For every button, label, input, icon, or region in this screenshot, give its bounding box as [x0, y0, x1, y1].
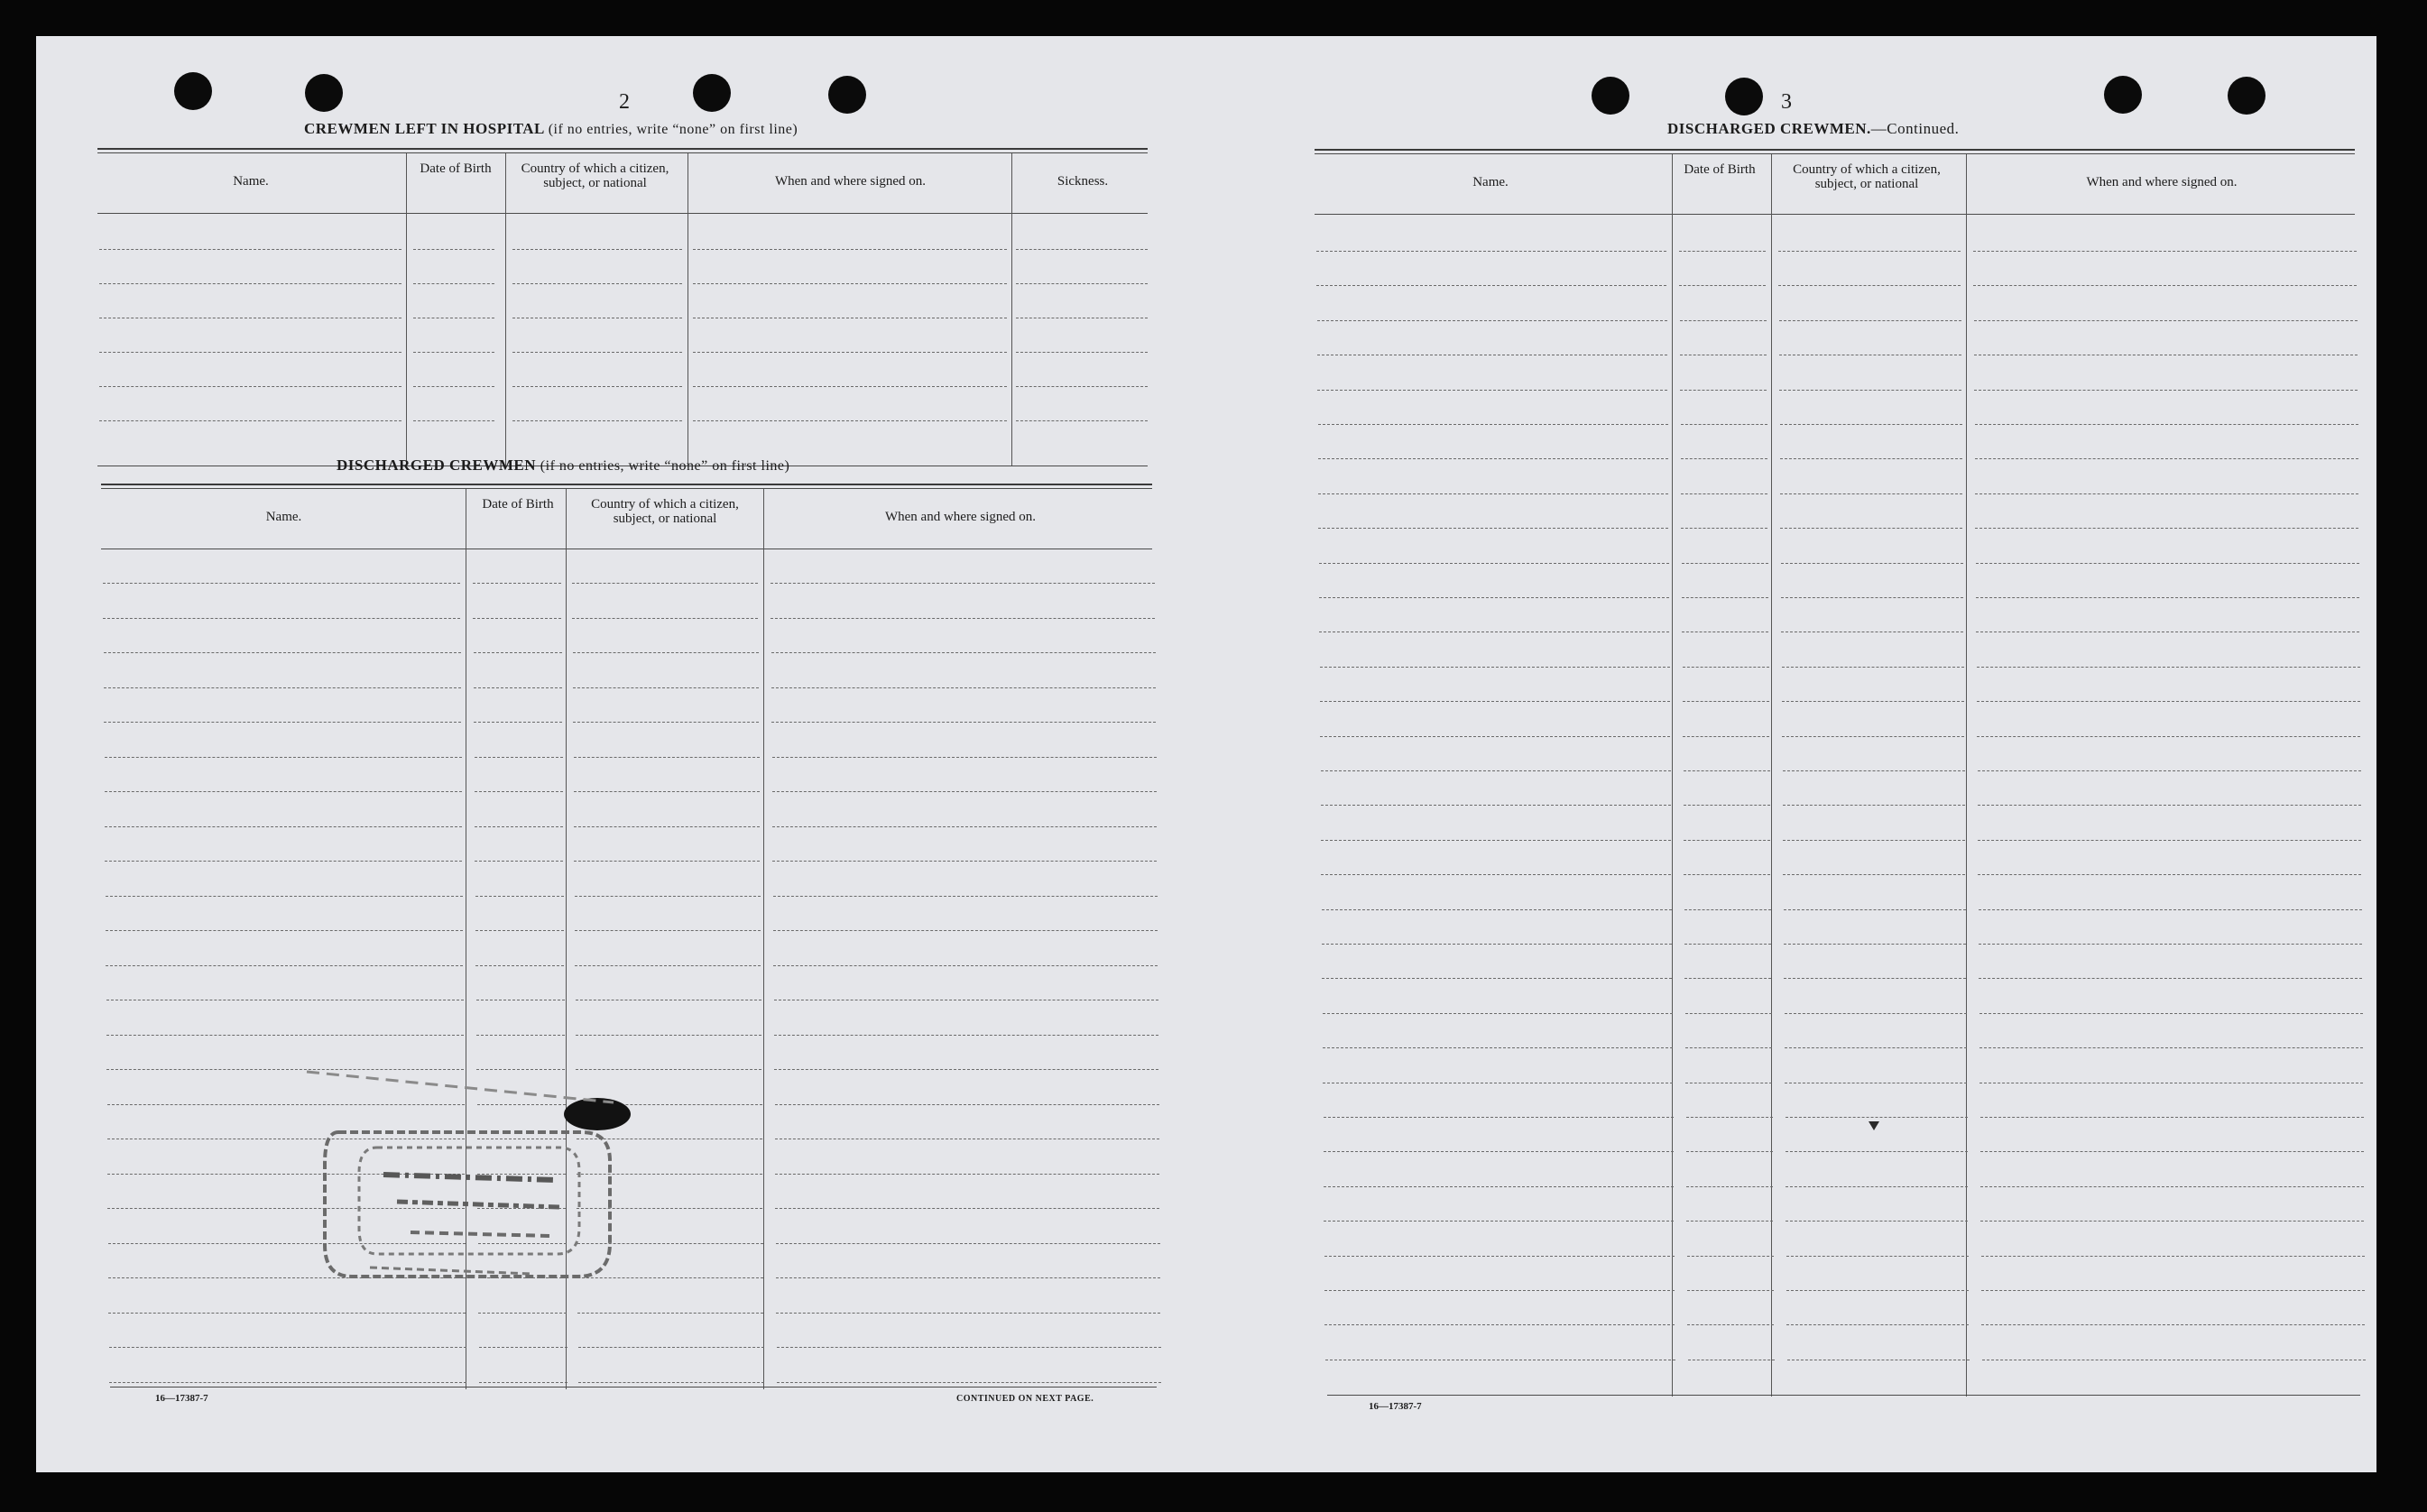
entry-line	[1977, 667, 2360, 668]
entry-line	[474, 722, 562, 723]
entry-line	[1320, 701, 1670, 702]
entry-line	[105, 791, 462, 792]
column-header-when-where: When and where signed on.	[2086, 175, 2238, 189]
entry-line	[1780, 458, 1962, 459]
page-number: 3	[1781, 90, 1792, 114]
entry-line	[1785, 1013, 1967, 1014]
column-header-name: Name.	[1472, 175, 1509, 189]
entry-line	[475, 930, 564, 931]
entry-line	[475, 896, 564, 897]
entry-line	[99, 386, 401, 387]
entry-line	[413, 352, 494, 353]
entry-line	[1316, 285, 1666, 286]
entry-line	[479, 1382, 568, 1383]
entry-line	[478, 1313, 567, 1314]
entry-line	[776, 1243, 1160, 1244]
entry-line	[574, 826, 760, 827]
entry-line	[1687, 1256, 1774, 1257]
entry-line	[771, 652, 1156, 653]
entry-line	[103, 618, 460, 619]
entry-line	[479, 1347, 568, 1348]
entry-line	[1686, 1117, 1773, 1118]
entry-line	[1681, 528, 1767, 529]
entry-line	[473, 618, 561, 619]
entry-line	[1686, 1151, 1773, 1152]
table-top-rule	[97, 152, 1148, 153]
entry-line	[1685, 1047, 1772, 1048]
entry-line	[1324, 1221, 1674, 1222]
entry-line	[1319, 563, 1669, 564]
entry-line	[772, 861, 1157, 862]
entry-line	[1686, 1186, 1773, 1187]
entry-line	[1318, 424, 1668, 425]
entry-line	[1318, 528, 1668, 529]
table-top-rule	[97, 148, 1148, 150]
column-divider	[687, 153, 688, 466]
entry-line	[1979, 978, 2362, 979]
entry-line	[1682, 597, 1768, 598]
entry-line	[1786, 1256, 1969, 1257]
entry-line	[1016, 283, 1148, 284]
entry-line	[1786, 1324, 1969, 1325]
section-instruction: (if no entries, write “none” on first line)	[548, 122, 798, 137]
entry-line	[1778, 285, 1961, 286]
section-instruction: (if no entries, write “none” on first line)	[540, 458, 790, 474]
entry-line	[1323, 1047, 1673, 1048]
entry-line	[1778, 251, 1961, 252]
entry-line	[106, 930, 463, 931]
table-bottom-rule	[110, 1387, 1157, 1388]
entry-line	[772, 791, 1157, 792]
entry-line	[574, 861, 760, 862]
entry-line	[577, 1313, 763, 1314]
entry-line	[1981, 1324, 2365, 1325]
entry-line	[1973, 251, 2357, 252]
entry-line	[1317, 390, 1667, 391]
entry-line	[1981, 1290, 2365, 1291]
entry-line	[1784, 909, 1966, 910]
entry-line	[1322, 909, 1672, 910]
discharged-section-title	[337, 456, 789, 475]
entry-line	[512, 386, 682, 387]
entry-line	[1684, 978, 1771, 979]
entry-line	[1979, 1013, 2363, 1014]
right-page	[1206, 36, 2376, 1472]
entry-line	[99, 283, 401, 284]
entry-line	[1979, 944, 2362, 945]
entry-line	[1316, 251, 1666, 252]
entry-line	[1684, 944, 1771, 945]
entry-line	[1684, 805, 1770, 806]
entry-line	[1973, 285, 2357, 286]
table-bottom-rule	[1327, 1395, 2360, 1396]
entry-line	[1786, 1186, 1968, 1187]
entry-line	[775, 1104, 1159, 1105]
entry-line	[1683, 667, 1769, 668]
column-divider	[505, 153, 506, 466]
entry-line	[1779, 390, 1961, 391]
page-number: 2	[619, 90, 630, 114]
entry-line	[475, 861, 563, 862]
entry-line	[512, 352, 682, 353]
entry-line	[574, 757, 760, 758]
entry-line	[1681, 458, 1767, 459]
hospital-section-title	[304, 120, 798, 138]
punch-hole	[1725, 78, 1763, 115]
entry-line	[105, 757, 462, 758]
entry-line	[475, 965, 564, 966]
entry-line	[1782, 701, 1964, 702]
entry-line	[99, 249, 401, 250]
entry-line	[1979, 909, 2362, 910]
entry-line	[103, 583, 460, 584]
entry-line	[573, 722, 759, 723]
entry-line	[105, 861, 462, 862]
entry-line	[1782, 736, 1964, 737]
entry-line	[1981, 1256, 2365, 1257]
entry-line	[1321, 770, 1671, 771]
entry-line	[1980, 1151, 2364, 1152]
punch-hole	[174, 72, 212, 110]
entry-line	[1320, 736, 1670, 737]
entry-line	[774, 1035, 1158, 1036]
column-divider	[406, 153, 407, 466]
entry-line	[475, 791, 563, 792]
column-divider	[1966, 154, 1967, 1397]
entry-line	[1786, 1290, 1969, 1291]
entry-line	[575, 930, 761, 931]
entry-line	[1976, 597, 2359, 598]
entry-line	[1685, 1013, 1772, 1014]
entry-line	[1016, 352, 1148, 353]
entry-line	[574, 791, 760, 792]
entry-line	[1686, 1221, 1773, 1222]
punch-hole	[305, 74, 343, 112]
entry-line	[106, 1035, 464, 1036]
entry-line	[578, 1347, 764, 1348]
entry-line	[777, 1382, 1161, 1383]
entry-line	[512, 283, 682, 284]
entry-line	[573, 652, 759, 653]
entry-line	[1324, 1290, 1675, 1291]
entry-line	[476, 1035, 565, 1036]
entry-line	[413, 249, 494, 250]
column-divider	[1771, 154, 1772, 1397]
table-top-rule	[101, 484, 1152, 485]
column-divider	[763, 489, 764, 1389]
left-page	[36, 36, 1206, 1472]
entry-line	[1680, 320, 1767, 321]
punch-hole	[2228, 77, 2266, 115]
entry-line	[512, 420, 682, 421]
entry-line	[1975, 424, 2358, 425]
punch-hole	[2104, 76, 2142, 114]
entry-line	[1324, 1186, 1674, 1187]
entry-line	[1687, 1290, 1774, 1291]
entry-line	[575, 965, 761, 966]
entry-line	[105, 826, 462, 827]
entry-line	[1683, 701, 1769, 702]
entry-line	[773, 930, 1158, 931]
entry-line	[774, 1069, 1158, 1070]
entry-line	[1781, 563, 1963, 564]
entry-line	[1781, 597, 1963, 598]
column-divider	[1011, 153, 1012, 466]
entry-line	[777, 1347, 1161, 1348]
entry-line	[776, 1313, 1160, 1314]
entry-line	[474, 652, 562, 653]
punch-hole	[1592, 77, 1629, 115]
entry-line	[573, 687, 759, 688]
entry-line	[1780, 528, 1962, 529]
entry-line	[773, 896, 1158, 897]
entry-line	[1979, 1047, 2363, 1048]
entry-line	[1978, 874, 2361, 875]
entry-line	[693, 386, 1007, 387]
entry-line	[109, 1347, 466, 1348]
faded-stamp	[289, 1065, 686, 1308]
entry-line	[1976, 563, 2359, 564]
header-bottom-rule	[97, 213, 1148, 214]
entry-line	[1783, 770, 1965, 771]
entry-line	[1321, 840, 1671, 841]
entry-line	[693, 352, 1007, 353]
entry-line	[771, 583, 1155, 584]
entry-line	[576, 1035, 761, 1036]
entry-line	[771, 618, 1155, 619]
entry-line	[104, 687, 461, 688]
column-header-country: Country of which a citizen, subject, or national	[1793, 162, 1941, 191]
entry-line	[1786, 1151, 1968, 1152]
discharged-continued-title	[1667, 120, 1959, 138]
entry-line	[1980, 1186, 2364, 1187]
entry-line	[1324, 1324, 1675, 1325]
entry-line	[1684, 909, 1771, 910]
entry-line	[773, 965, 1158, 966]
section-title-text: DISCHARGED CREWMEN	[337, 456, 537, 474]
entry-line	[1324, 1256, 1675, 1257]
entry-line	[572, 583, 758, 584]
entry-line	[1322, 944, 1672, 945]
table-top-rule	[1315, 153, 2355, 154]
entry-line	[771, 722, 1156, 723]
entry-line	[1681, 424, 1767, 425]
entry-line	[473, 583, 561, 584]
entry-line	[1680, 390, 1767, 391]
entry-line	[1785, 1047, 1967, 1048]
column-header-date-of-birth: Date of Birth	[482, 497, 554, 512]
entry-line	[1784, 978, 1966, 979]
entry-line	[776, 1277, 1160, 1278]
entry-line	[1016, 249, 1148, 250]
entry-line	[1679, 285, 1766, 286]
entry-line	[1320, 667, 1670, 668]
entry-line	[1975, 458, 2358, 459]
entry-line	[693, 420, 1007, 421]
ink-mark	[1867, 1119, 1881, 1133]
entry-line	[1974, 390, 2358, 391]
entry-line	[1322, 978, 1672, 979]
entry-line	[474, 687, 562, 688]
entry-line	[1783, 805, 1965, 806]
entry-line	[109, 1382, 466, 1383]
entry-line	[578, 1382, 764, 1383]
entry-line	[1684, 770, 1770, 771]
column-header-when-where: When and where signed on.	[774, 174, 927, 189]
section-title-text: DISCHARGED CREWMEN.	[1667, 120, 1871, 137]
entry-line	[1780, 493, 1962, 494]
entry-line	[1318, 493, 1668, 494]
entry-line	[775, 1174, 1159, 1175]
entry-line	[1783, 874, 1965, 875]
entry-line	[99, 420, 401, 421]
section-title-text: CREWMEN LEFT IN HOSPITAL	[304, 120, 544, 137]
entry-line	[1786, 1117, 1968, 1118]
entry-line	[1016, 386, 1148, 387]
entry-line	[1780, 424, 1962, 425]
entry-line	[413, 420, 494, 421]
column-header-when-where: When and where signed on.	[884, 510, 1037, 524]
entry-line	[104, 652, 461, 653]
entry-line	[1779, 320, 1961, 321]
form-number: 16—17387-7	[155, 1393, 208, 1404]
entry-line	[1317, 320, 1667, 321]
table-top-rule	[1315, 149, 2355, 151]
entry-line	[1974, 320, 2358, 321]
continued-label: —Continued.	[1870, 120, 1960, 137]
entry-line	[775, 1208, 1159, 1209]
entry-line	[1975, 528, 2358, 529]
entry-line	[1975, 493, 2358, 494]
entry-line	[1321, 805, 1671, 806]
table-top-rule	[101, 488, 1152, 489]
column-header-name: Name.	[265, 510, 302, 524]
entry-line	[413, 283, 494, 284]
entry-line	[1683, 736, 1769, 737]
scanned-document	[36, 36, 2376, 1472]
column-header-date-of-birth: Date of Birth	[1684, 162, 1756, 177]
entry-line	[1016, 420, 1148, 421]
entry-line	[1687, 1324, 1774, 1325]
entry-line	[1784, 944, 1966, 945]
entry-line	[104, 722, 461, 723]
entry-line	[1978, 840, 2361, 841]
entry-line	[1978, 770, 2361, 771]
entry-line	[1679, 251, 1766, 252]
entry-line	[1319, 597, 1669, 598]
entry-line	[99, 352, 401, 353]
entry-line	[771, 687, 1156, 688]
entry-line	[108, 1313, 466, 1314]
continued-note: CONTINUED ON NEXT PAGE.	[956, 1394, 1094, 1404]
entry-line	[1786, 1221, 1968, 1222]
entry-line	[1782, 667, 1964, 668]
entry-line	[475, 826, 563, 827]
entry-line	[575, 896, 761, 897]
entry-line	[1321, 874, 1671, 875]
entry-line	[1681, 493, 1767, 494]
entry-line	[475, 757, 563, 758]
entry-line	[1977, 736, 2360, 737]
column-header-date-of-birth: Date of Birth	[420, 161, 492, 176]
entry-line	[1783, 840, 1965, 841]
entry-line	[572, 618, 758, 619]
column-divider	[1672, 154, 1673, 1397]
entry-line	[106, 896, 463, 897]
column-header-sickness: Sickness.	[1057, 174, 1109, 189]
entry-line	[1684, 840, 1770, 841]
entry-line	[693, 249, 1007, 250]
punch-hole	[828, 76, 866, 114]
entry-line	[772, 757, 1157, 758]
entry-line	[1318, 458, 1668, 459]
header-bottom-rule	[1315, 214, 2355, 215]
entry-line	[1684, 874, 1770, 875]
entry-line	[1978, 805, 2361, 806]
entry-line	[1682, 563, 1768, 564]
entry-line	[512, 249, 682, 250]
entry-line	[106, 965, 463, 966]
column-header-country: Country of which a citizen, subject, or national	[591, 497, 739, 526]
entry-line	[1324, 1117, 1674, 1118]
entry-line	[772, 826, 1157, 827]
entry-line	[1324, 1151, 1674, 1152]
entry-line	[1980, 1221, 2364, 1222]
entry-line	[1977, 701, 2360, 702]
form-number: 16—17387-7	[1369, 1401, 1422, 1412]
entry-line	[1980, 1117, 2364, 1118]
entry-line	[693, 283, 1007, 284]
entry-line	[413, 386, 494, 387]
column-header-name: Name.	[233, 174, 269, 189]
column-header-country: Country of which a citizen, subject, or national	[521, 161, 669, 190]
entry-line	[1323, 1013, 1673, 1014]
punch-hole	[693, 74, 731, 112]
